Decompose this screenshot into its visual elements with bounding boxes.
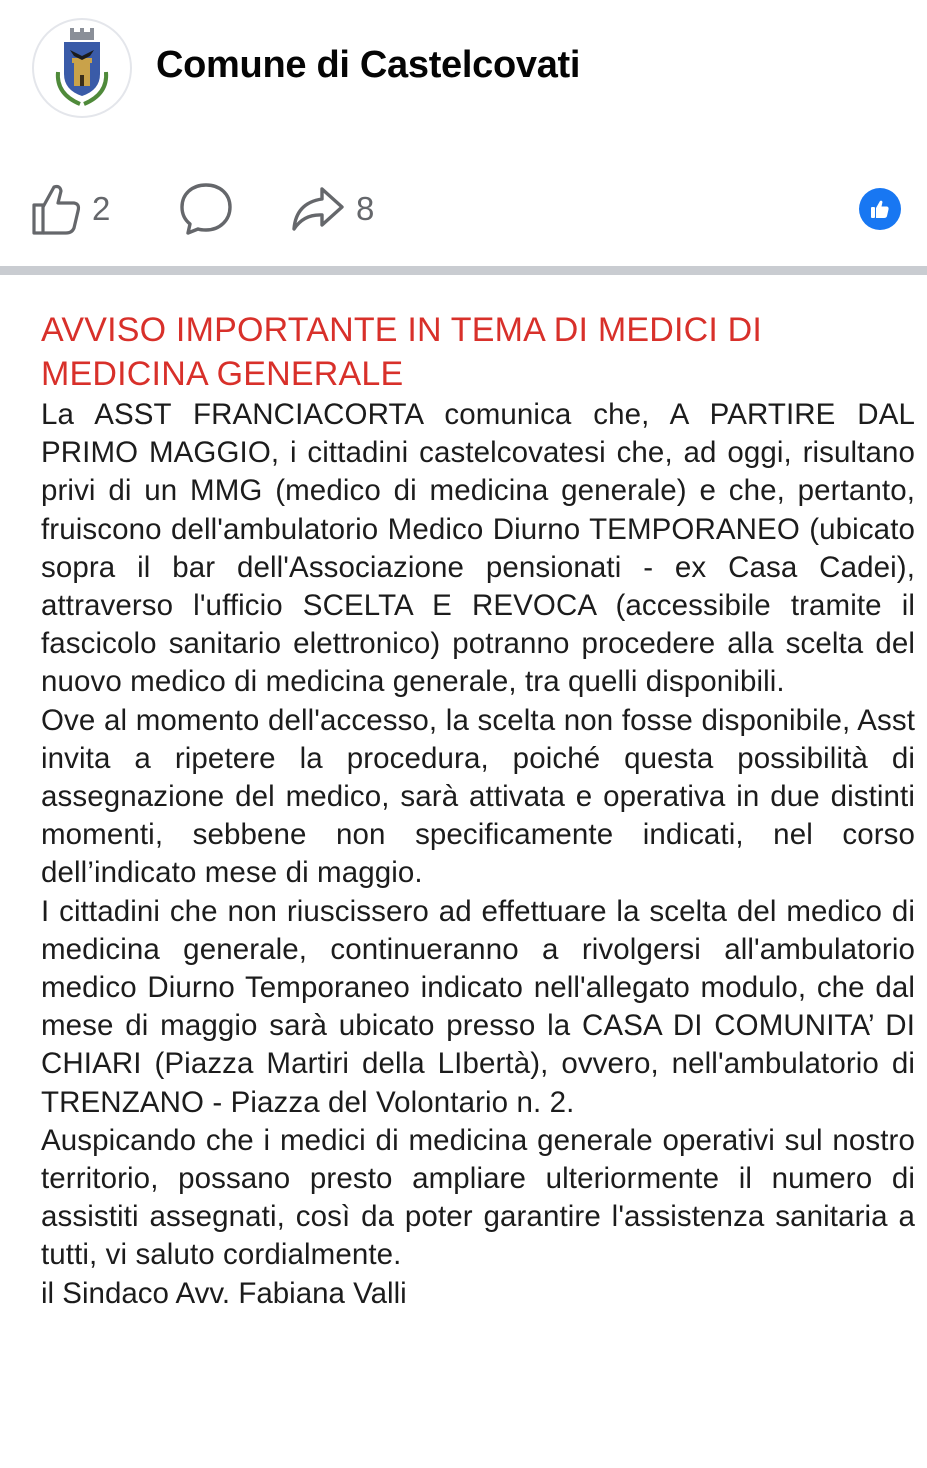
page-name[interactable]: Comune di Castelcovati — [156, 44, 581, 86]
post-title: AVVISO IMPORTANTE IN TEMA DI MEDICI DI MEDICINA GENERALE — [41, 311, 763, 393]
post-paragraph: Ove al momento dell'accesso, la scelta non fosse disponibile, Asst invita a ripetere la procedura, poiché questa possibilità di assegnazione del medico, sarà attivata e operativa in due distinti momenti, sebbene non specificamente indicati, nel corso dell’indicato mese di maggio. — [41, 703, 915, 890]
like-button[interactable] — [30, 176, 110, 242]
post-header — [0, 0, 927, 140]
post-content — [41, 308, 915, 1313]
like-reaction-badge[interactable] — [859, 188, 901, 230]
post-signature: il Sindaco Avv. Fabiana Valli — [41, 1276, 407, 1310]
section-divider — [0, 266, 927, 275]
post-actions — [0, 176, 927, 246]
post-paragraph: Auspicando che i medici di medicina generale operativi sul nostro territorio, possano presto ampliare ulteriormente il numero di assistiti assegnati, così da poter garantire l'assistenza sanitaria a tutti, vi saluto cordialmente. — [41, 1123, 915, 1272]
coat-of-arms-icon — [34, 20, 130, 116]
share-count: 8 — [356, 190, 375, 227]
comment-bubble-icon — [178, 181, 234, 237]
share-arrow-icon — [290, 181, 346, 237]
like-reaction-icon — [868, 197, 892, 221]
thumbs-up-outline-icon — [30, 181, 82, 237]
post-paragraph: La ASST FRANCIACORTA comunica che, A PARTIRE DAL PRIMO MAGGIO, i cittadini castelcovatesi che, ad oggi, risultano privi di un MMG (medico di medicina generale) e che, pertanto, fruiscono dell'ambulatorio Medico Diurno TEMPORANEO (ubicato sopra il bar dell'Associazione pensionati - ex Casa Cadei), attraverso l'ufficio SCELTA E REVOCA (accessibile tramite il fascicolo sanitario elettronico) potranno procedere alla scelta del nuovo medico di medicina generale, tra quelli disponibili. — [41, 398, 915, 699]
page-avatar[interactable] — [32, 18, 132, 118]
like-count: 2 — [92, 190, 111, 227]
share-button[interactable] — [290, 176, 374, 242]
comment-button[interactable] — [178, 176, 234, 242]
post-paragraph: I cittadini che non riuscissero ad effettuare la scelta del medico di medicina generale, continueranno a rivolgersi all'ambulatorio medico Diurno Temporaneo indicato nell'allegato modulo, che dal mese di maggio sarà ubicato presso la CASA DI COMUNITA’ DI CHIARI (Piazza Martiri della LIbertà), ovvero, nell'ambulatorio di TRENZANO - Piazza del Volontario n. 2. — [41, 894, 915, 1119]
